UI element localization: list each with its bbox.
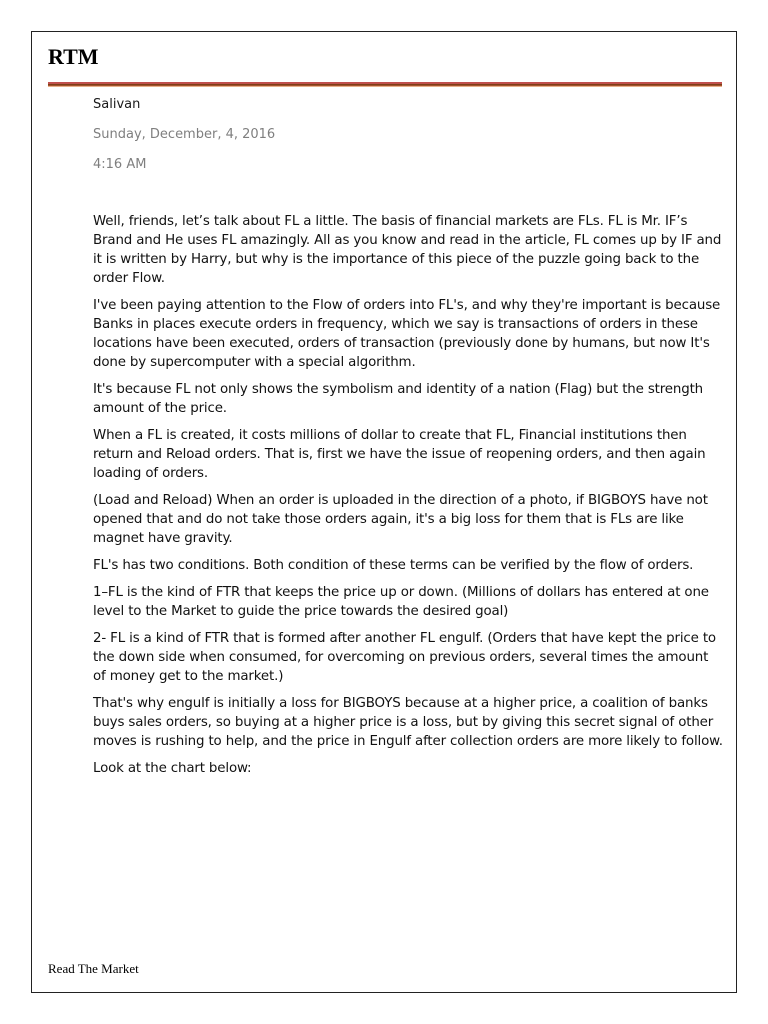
article-paragraph: That's why engulf is initially a loss for BIGBOYS because at a higher price, a coalition of banks buys sales orders, so buying at a higher price is a loss, but by giving this secret signal of other moves is rushing to help, and the price in Engulf after collection orders are more likely to follow. [93,696,723,749]
article-paragraph: When a FL is created, it costs millions of dollar to create that FL, Financial institutions then return and Reload orders. That is, first we have the issue of reopening orders, and then again loading of orders. [93,428,706,481]
post-author: Salivan [93,97,141,112]
document-page [31,31,737,993]
article-paragraph: I've been paying attention to the Flow of orders into FL's, and why they're important is because Banks in places execute orders in frequency, which we say is transactions of orders in these locations have been executed, orders of transaction (previously done by humans, but now It's done by supercomputer with a special algorithm. [93,298,721,370]
article-paragraph: (Load and Reload) When an order is uploaded in the direction of a photo, if BIGBOYS have not opened that and do not take those orders again, it's a big loss for them that is FLs are like magnet have gravity. [93,493,708,546]
article-paragraph: FL's has two conditions. Both condition of these terms can be verified by the flow of orders. [93,558,694,573]
post-date: Sunday, December, 4, 2016 [93,127,276,142]
post-time: 4:16 AM [93,157,147,172]
article-paragraph: 2- FL is a kind of FTR that is formed after another FL engulf. (Orders that have kept the price to the down side when consumed, for overcoming on previous orders, several times the amount of money get to the market.) [93,631,716,684]
page-footer: Read The Market [48,961,139,976]
post-meta [93,96,275,173]
article-paragraph: 1–FL is the kind of FTR that keeps the price up or down. (Millions of dollars has entered at one level to the Market to guide the price towards the desired goal) [93,585,709,619]
article-body [93,212,723,786]
page-header-title: RTM [48,44,99,69]
article-paragraph: It's because FL not only shows the symbolism and identity of a nation (Flag) but the strength amount of the price. [93,382,704,416]
header-divider [48,82,722,86]
article-paragraph: Look at the chart below: [93,761,252,776]
article-paragraph: Well, friends, let’s talk about FL a little. The basis of financial markets are FLs. FL is Mr. IF’s Brand and He uses FL amazingly. All as you know and read in the article, FL comes up by IF and it is written by Harry, but why is the importance of this piece of the puzzle going back to the order Flow. [93,214,722,286]
